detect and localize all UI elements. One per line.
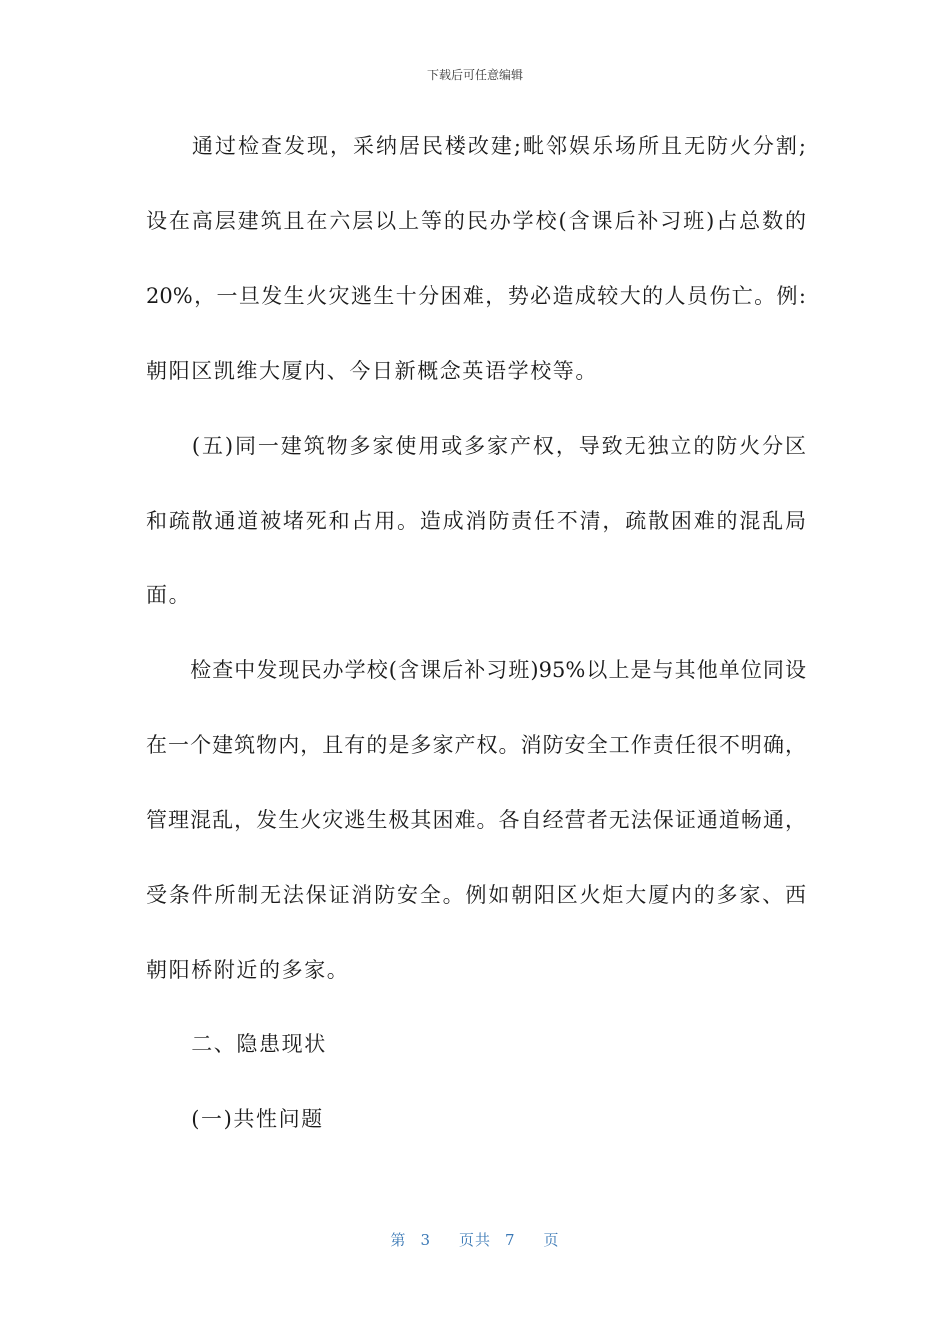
- footer-suffix: 页: [543, 1231, 560, 1249]
- header-note: 下载后可任意编辑: [426, 68, 523, 82]
- total-page-number: 7: [505, 1231, 516, 1249]
- body-line: 受条件所制无法保证消防安全。例如朝阳区火炬大厦内的多家、西: [146, 883, 806, 907]
- footer-middle: 页共: [458, 1231, 491, 1249]
- body-line: (五)同一建筑物多家使用或多家产权，导致无独立的防火分区: [146, 434, 806, 458]
- subsection-heading: (一)共性问题: [146, 1107, 324, 1131]
- body-line: 朝阳区凯维大厦内、今日新概念英语学校等。: [146, 359, 598, 383]
- body-line: 通过检查发现，采纳居民楼改建;毗邻娱乐场所且无防火分割;: [146, 134, 806, 158]
- body-line: 和疏散通道被堵死和占用。造成消防责任不清，疏散困难的混乱局: [146, 509, 806, 533]
- body-line: 20%，一旦发生火灾逃生十分困难，势必造成较大的人员伤亡。例:: [146, 284, 806, 308]
- body-line: 检查中发现民办学校(含课后补习班)95%以上是与其他单位同设: [146, 658, 806, 682]
- current-page-number: 3: [420, 1231, 431, 1249]
- body-line: 在一个建筑物内，且有的是多家产权。消防安全工作责任很不明确，: [146, 733, 806, 757]
- body-line: 朝阳桥附近的多家。: [146, 958, 350, 982]
- page-footer: [0, 1229, 950, 1250]
- section-heading: 二、隐患现状: [146, 1032, 327, 1056]
- body-line: 设在高层建筑且在六层以上等的民办学校(含课后补习班)占总数的: [146, 209, 806, 233]
- body-line: 管理混乱，发生火灾逃生极其困难。各自经营者无法保证通道畅通，: [146, 808, 806, 832]
- footer-prefix: 第: [390, 1231, 407, 1249]
- body-line: 面。: [146, 583, 192, 607]
